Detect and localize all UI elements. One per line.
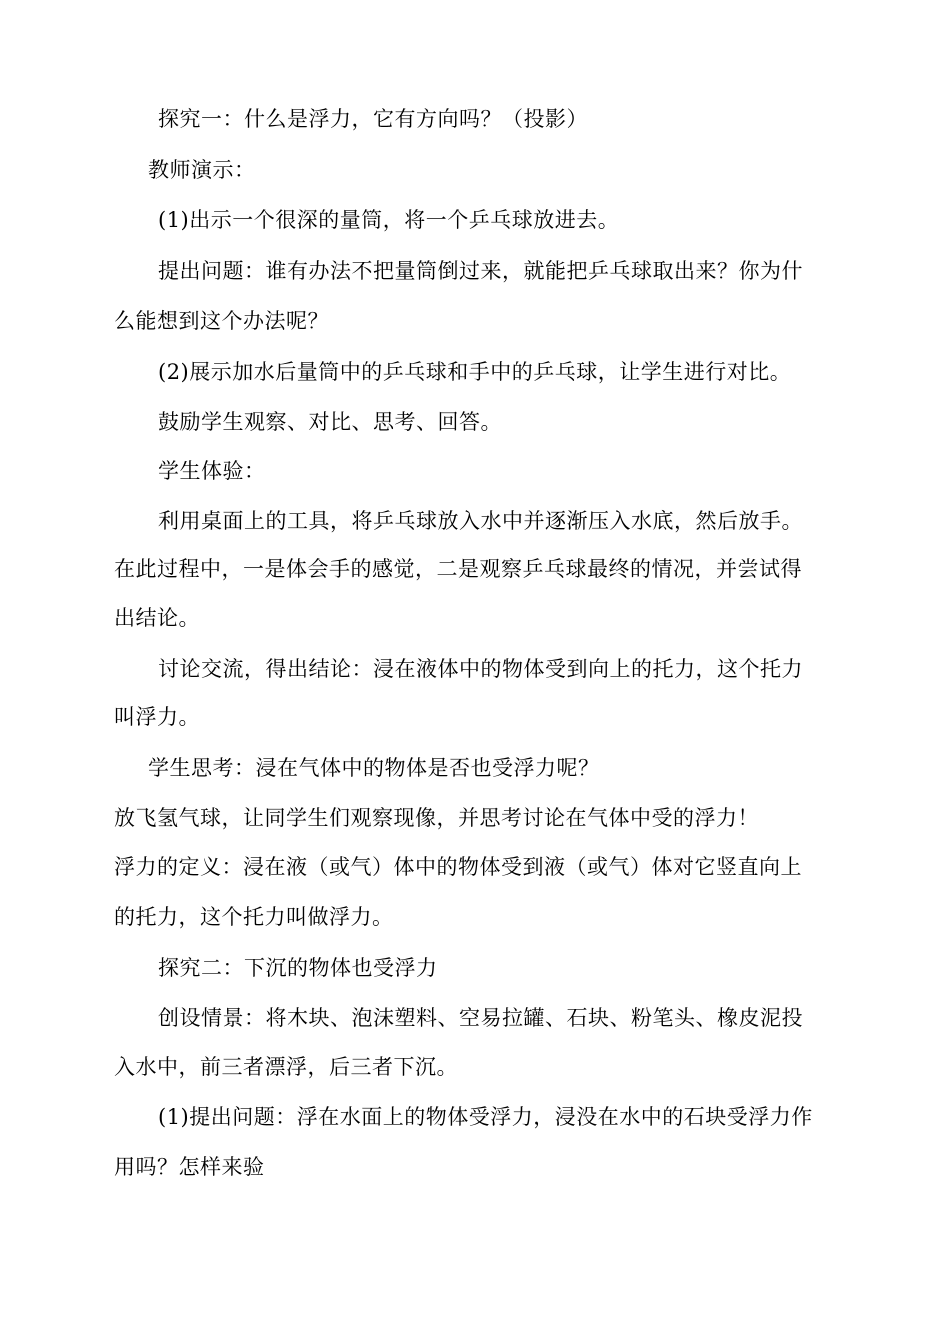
text-experience-line-1: 利用桌面上的工具，将乒乓球放入水中并逐渐压入水底，然后放手。 — [158, 509, 803, 533]
text-question-line-2: 么能想到这个办法呢？ — [114, 309, 329, 333]
text-encourage: 鼓励学生观察、对比、思考、回答。 — [158, 410, 502, 434]
text-teacher-demo: 教师演示： — [148, 158, 256, 182]
text-experience-line-2: 在此过程中，一是体会手的感觉，二是观察乒乓球最终的情况，并尝试得 — [114, 557, 802, 581]
text-experience-line-3: 出结论。 — [114, 606, 200, 630]
heading-explore-one: 探究一：什么是浮力，它有方向吗？（投影） — [158, 107, 588, 131]
text-question-2-line-1: (1)提出问题：浮在水面上的物体受浮力，浸没在水中的石块受浮力作 — [158, 1105, 813, 1129]
text-scenario-line-2: 入水中，前三者漂浮，后三者下沉。 — [114, 1055, 458, 1079]
text-balloon: 放飞氢气球，让同学生们观察现像，并思考讨论在气体中受的浮力！ — [114, 806, 759, 830]
text-discussion-line-1: 讨论交流，得出结论：浸在液体中的物体受到向上的托力，这个托力 — [158, 657, 803, 681]
text-question-2-line-2: 用吗？怎样来验 — [114, 1155, 265, 1179]
text-discussion-line-2: 叫浮力。 — [114, 705, 200, 729]
text-step-1: (1)出示一个很深的量筒，将一个乒乓球放进去。 — [158, 208, 620, 232]
text-student-thinking: 学生思考：浸在气体中的物体是否也受浮力呢？ — [148, 756, 600, 780]
text-step-2: (2)展示加水后量筒中的乒乓球和手中的乒乓球，让学生进行对比。 — [158, 360, 792, 384]
text-definition-line-2: 的托力，这个托力叫做浮力。 — [114, 905, 394, 929]
text-question-line-1: 提出问题：谁有办法不把量筒倒过来，就能把乒乓球取出来？你为什 — [158, 259, 803, 283]
text-scenario-line-1: 创设情景：将木块、泡沫塑料、空易拉罐、石块、粉笔头、橡皮泥投 — [158, 1006, 803, 1030]
text-student-experience: 学生体验： — [158, 459, 266, 483]
text-definition-line-1: 浮力的定义：浸在液（或气）体中的物体受到液（或气）体对它竖直向上 — [114, 855, 802, 879]
heading-explore-two: 探究二：下沉的物体也受浮力 — [158, 956, 438, 980]
